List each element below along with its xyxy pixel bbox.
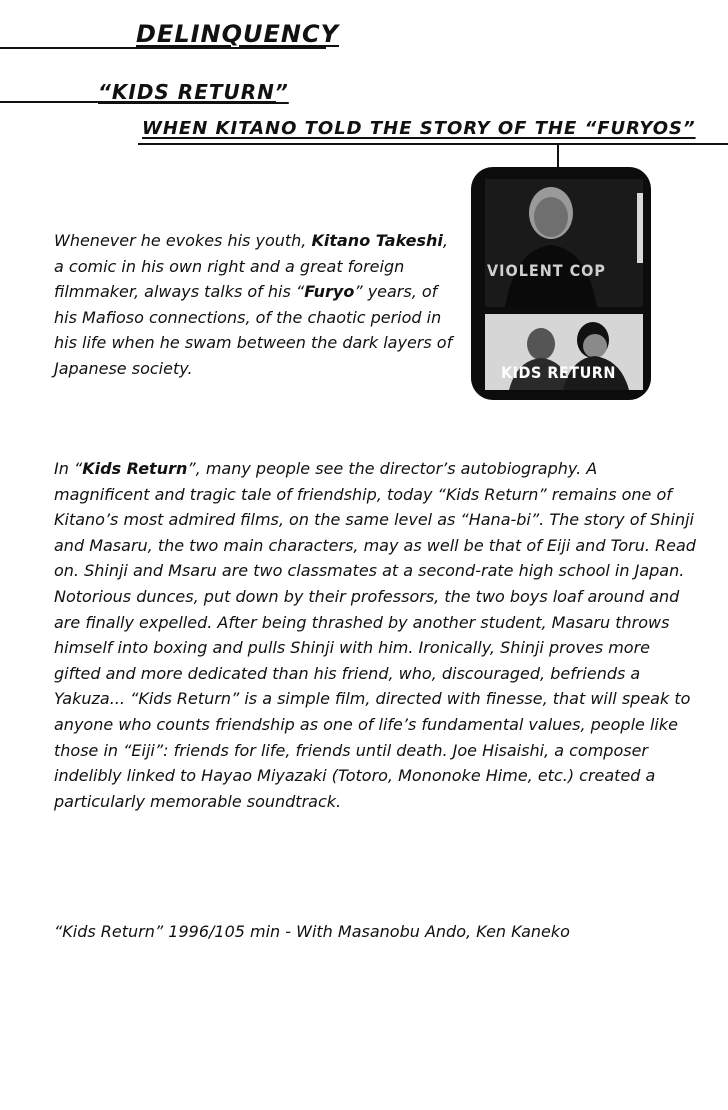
portrait-figure-icon — [485, 179, 643, 307]
section-heading: DELINQUENCY — [136, 20, 339, 48]
poster-title-bottom: KIDS RETURN — [501, 363, 616, 382]
body-text-1: In “ — [54, 459, 83, 478]
article-title: “KIDS RETURN” — [98, 80, 289, 104]
connector-line — [557, 143, 559, 167]
intro-text-1: Whenever he evokes his youth, — [54, 231, 312, 250]
intro-text-3: ” years, of his Mafioso connections, of the chaotic period in his life when he swam between the dark layers of Japanese society. — [54, 282, 453, 378]
film-credits: “Kids Return” 1996/105 min - With Masanobu Ando, Ken Kaneko — [54, 922, 570, 941]
rule-line-subtitle — [138, 143, 728, 145]
intro-text-2: , a comic in his own right and a great foreign filmmaker, always talks of his “ — [54, 231, 448, 301]
furyo-term: Furyo — [304, 282, 355, 301]
intro-paragraph — [54, 228, 454, 381]
film-title-emphasis: Kids Return — [82, 459, 188, 478]
article-subtitle: WHEN KITANO TOLD THE STORY OF THE “FURYOS” — [142, 118, 696, 139]
poster-photo-top — [485, 179, 643, 307]
film-poster-image — [471, 167, 651, 400]
body-paragraph — [54, 456, 696, 814]
body-text-2: ”, many people see the director’s autobiography. A magnificent and tragic tale of friendship, today “Kids Return” remains one of Kitano’s most admired films, on the same level as “Hana-bi”. The story of Shinji and Masaru, the two main characters, may as well be that of Eiji and Toru. Read on. Shinji and Msaru are two classmates at a second-rate high school in Japan. Notorious dunces, put down by their professors, the two boys loaf around and are finally expelled. After being thrashed by another student, Masaru throws himself into boxing and pulls Shinji with him. Ironically, Shinji proves more gifted and more dedicated than his friend, who, discouraged, befriends a Yakuza... “Kids Return” is a simple film, directed with finesse, that will speak to anyone who counts friendship as one of life’s fundamental values, people like those in “Eiji”: friends for life, friends until death. Joe Hisaishi, a composer indelibly linked to Hayao Miyazaki (Totoro, Mononoke Hime, etc.) created a particularly memorable soundtrack. — [54, 459, 696, 811]
poster-side-strip — [637, 193, 643, 263]
director-name: Kitano Takeshi — [311, 231, 443, 250]
poster-title-top: VIOLENT COP — [487, 261, 606, 280]
